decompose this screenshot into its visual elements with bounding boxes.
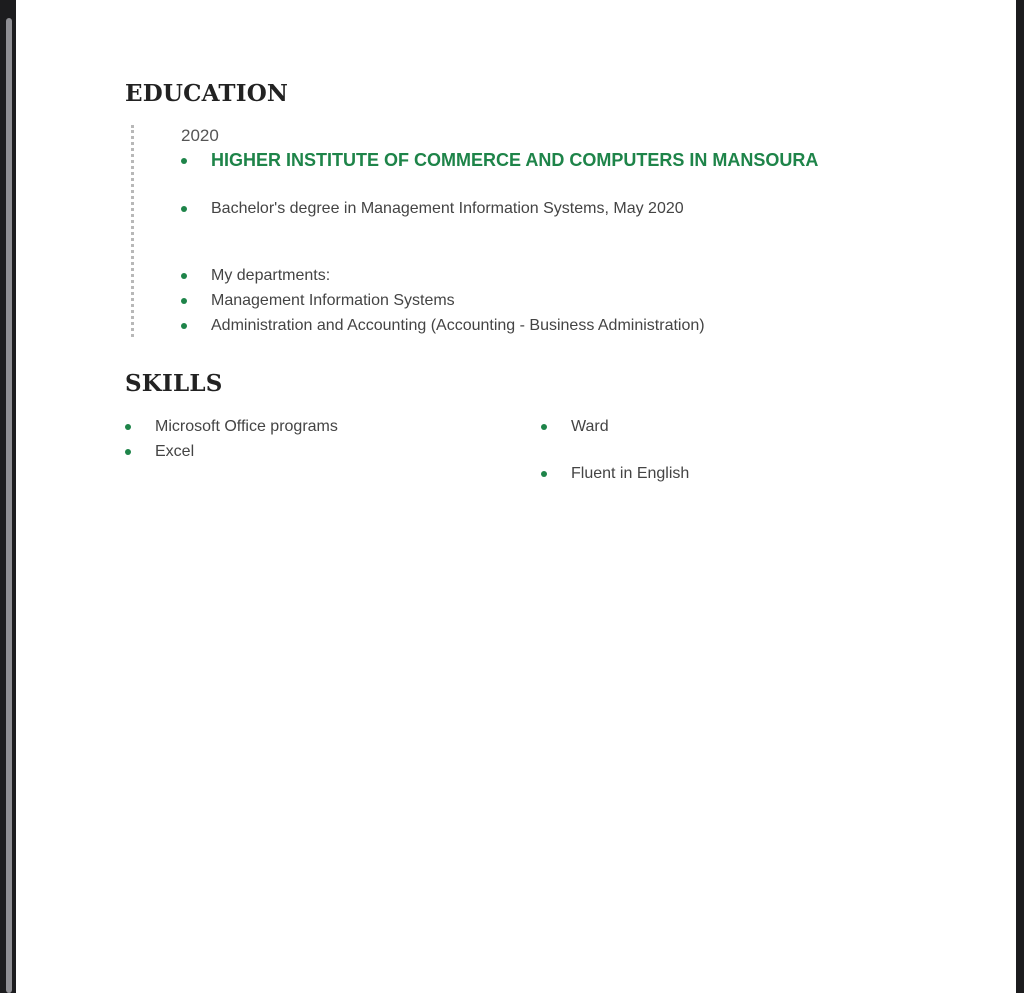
list-item xyxy=(181,200,684,218)
skill-label: Excel xyxy=(155,443,195,460)
skill-item xyxy=(541,465,689,483)
school-name: HIGHER INSTITUTE OF COMMERCE AND COMPUTERS IN MANSOURA xyxy=(211,150,819,170)
departments-label: My departments: xyxy=(211,267,331,284)
list-item xyxy=(181,150,818,171)
list-item xyxy=(181,317,705,335)
list-item xyxy=(181,292,455,310)
list-item xyxy=(181,267,330,285)
bullet-icon xyxy=(181,323,187,329)
bullet-icon xyxy=(541,424,547,430)
skill-item xyxy=(125,443,194,461)
bullet-icon xyxy=(181,298,187,304)
skill-item xyxy=(125,418,338,436)
department-item: Management Information Systems xyxy=(211,292,455,309)
skills-heading: SKILLS xyxy=(125,370,223,397)
bullet-icon xyxy=(541,471,547,477)
bullet-icon xyxy=(125,424,131,430)
skill-item xyxy=(541,418,609,436)
bullet-icon xyxy=(125,449,131,455)
resume-page xyxy=(16,0,1016,993)
skill-label: Fluent in English xyxy=(571,465,690,482)
skill-label: Microsoft Office programs xyxy=(155,418,338,435)
education-heading: EDUCATION xyxy=(125,80,289,107)
degree-text: Bachelor's degree in Management Information Systems, May 2020 xyxy=(211,200,684,217)
bullet-icon xyxy=(181,273,187,279)
department-item: Administration and Accounting (Accounting - Business Administration) xyxy=(211,317,705,334)
skill-label: Ward xyxy=(571,418,609,435)
bullet-icon xyxy=(181,158,187,164)
vertical-scrollbar[interactable] xyxy=(6,18,12,993)
education-year: 2020 xyxy=(181,126,219,145)
bullet-icon xyxy=(181,206,187,212)
education-timeline-line xyxy=(131,125,134,337)
